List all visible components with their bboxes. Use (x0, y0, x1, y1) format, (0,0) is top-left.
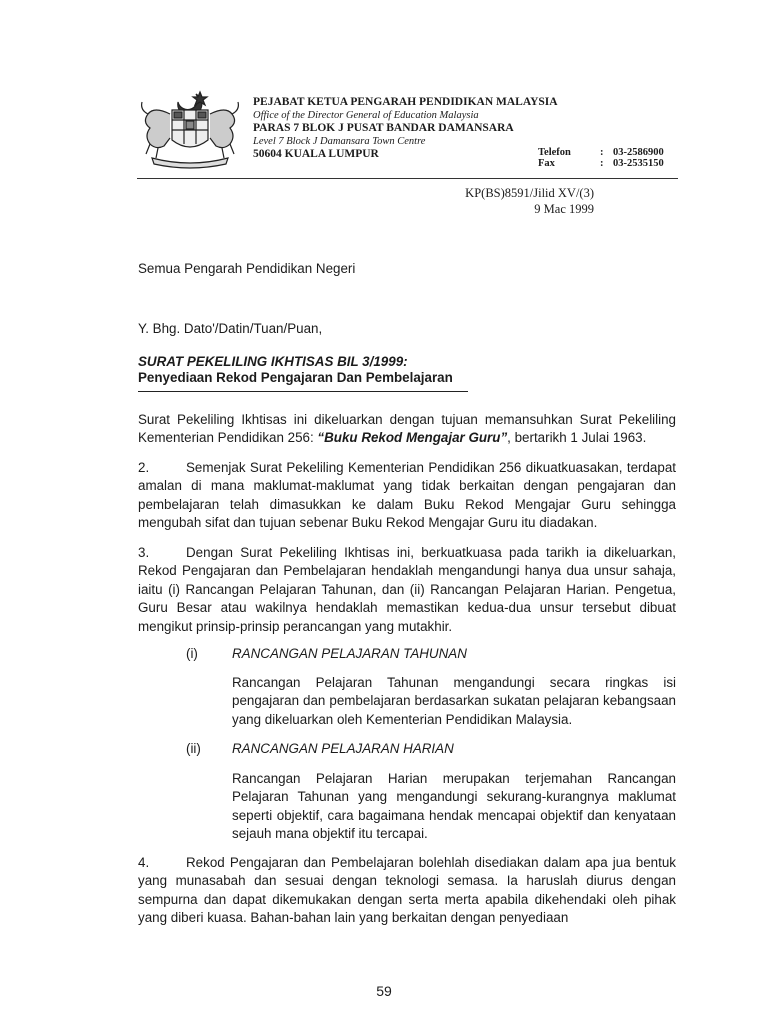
item-2-text: Rancangan Pelajaran Harian merupakan terjemahan Rancangan Pelajaran Tahunan yang mengandungi sekurang-kurangnya maklumat seperti objektif, cara bagaimana hendak mencapai objektif dan kenyataan sejauh mana objektif itu tercapai. (232, 771, 676, 842)
item-2-title: RANCANGAN PELAJARAN HARIAN (232, 741, 454, 756)
paragraph-4 (138, 854, 676, 928)
subject-title: SURAT PEKELILING IKHTISAS BIL 3/1999: (138, 354, 408, 369)
letter-date: 9 Mac 1999 (534, 202, 594, 216)
paragraph-4-text: Rekod Pengajaran dan Pembelajaran bolehlah disediakan dalam apa jua bentuk yang munasabah dan sesuai dengan teknologi semasa. Ia haruslah diurus dengan sempurna dan dapat dikemukakan dengan serta merta apabila dikehendaki oleh pihak yang diberi kuasa. Bahan-bahan lain yang berkaitan dengan penyediaan (138, 855, 676, 926)
paragraph-2 (138, 459, 676, 533)
item-1-number: (i) (186, 646, 198, 661)
intro-text: Surat Pekeliling Ikhtisas ini dikeluarkan dengan tujuan memansuhkan Surat Pekeliling Kementerian Pendidikan 256: (138, 412, 676, 446)
telephone-label: Telefon (538, 147, 571, 158)
fax-separator: : (600, 158, 604, 169)
paragraph-3-text: Dengan Surat Pekeliling Ikhtisas ini, berkuatkuasa pada tarikh ia dikeluarkan, Rekod Pengajaran dan Pembelajaran hendaklah mengandungi hanya dua unsur sahaja, iaitu (i) Rancangan Pelajaran Tahunan, dan (ii) Rancangan Pelajaran Harian. Pengetua, Guru Besar atau wakilnya hendaklah memastikan kedua-dua unsur tersebut dibuat mengikut prinsip-prinsip perancangan yang mutakhir. (138, 545, 676, 634)
address-line-1: PARAS 7 BLOK J PUSAT BANDAR DAMANSARA (253, 122, 514, 134)
address-line-1-english: Level 7 Block J Damansara Town Centre (253, 136, 426, 147)
addressee: Semua Pengarah Pendidikan Negeri (138, 261, 356, 276)
fax-label: Fax (538, 158, 555, 169)
letterhead-divider (137, 178, 678, 179)
reference-number: KP(BS)8591/Jilid XV/(3) (465, 186, 594, 200)
subject-subtitle: Penyediaan Rekod Pengajaran Dan Pembelajaran (138, 370, 453, 385)
item-1-text: Rancangan Pelajaran Tahunan mengandungi secara ringkas isi pengajaran dan pembelajaran berdasarkan sukatan pelajaran kebangsaan yang dikeluarkan oleh Kementerian Pendidikan Malaysia. (232, 675, 676, 727)
malaysia-coat-of-arms-icon (134, 88, 246, 170)
telephone-number: 03-2586900 (613, 147, 664, 158)
telephone-separator: : (600, 147, 604, 158)
intro-paragraph (138, 411, 676, 448)
paragraph-3-number: 3. (138, 545, 150, 560)
office-name: PEJABAT KETUA PENGARAH PENDIDIKAN MALAYSIA (253, 96, 558, 108)
intro-emphasis: “Buku Rekod Mengajar Guru” (317, 430, 508, 446)
paragraph-2-number: 2. (138, 460, 150, 475)
paragraph-4-number: 4. (138, 855, 150, 870)
subject-underline (138, 391, 468, 392)
page-number: 59 (376, 983, 392, 999)
item-2-number: (ii) (186, 741, 201, 756)
paragraph-2-text: Semenjak Surat Pekeliling Kementerian Pendidikan 256 dikuatkuasakan, terdapat amalan di mana maklumat-maklumat yang tidak berkaitan dengan pengajaran dan pembelajaran telah dimasukkan ke dalam Buku Rekod Mengajar Guru sehingga mengubah sifat dan tujuan sebenar Buku Rekod Mengajar Guru itu diadakan. (138, 460, 676, 531)
item-1-title: RANCANGAN PELAJARAN TAHUNAN (232, 646, 467, 661)
salutation: Y. Bhg. Dato'/Datin/Tuan/Puan, (138, 321, 323, 336)
fax-number: 03-2535150 (613, 158, 664, 169)
office-name-english: Office of the Director General of Education Malaysia (253, 110, 479, 121)
intro-text-end: , bertarikh 1 Julai 1963. (507, 430, 647, 446)
address-city: 50604 KUALA LUMPUR (253, 148, 379, 160)
paragraph-3 (138, 544, 676, 636)
